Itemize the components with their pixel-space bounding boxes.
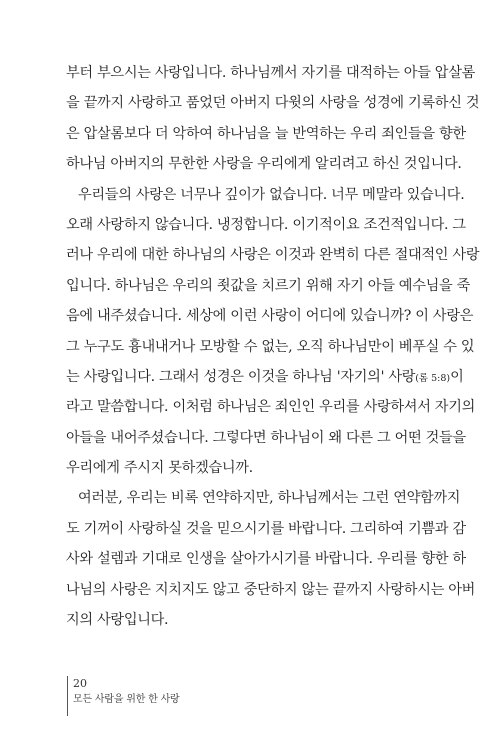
paragraph-1 [66, 58, 480, 180]
text-line: 은 압살롬보다 더 악하여 하나님을 늘 반역하는 우리 죄인들을 향한 [66, 125, 466, 142]
text-line: 도 기꺼이 사랑하실 것을 믿으시기를 바랍니다. 그리하여 기쁨과 감 [66, 520, 466, 537]
page-footer [67, 676, 180, 716]
text-line: 러나 우리에 대한 하나님의 사랑은 이것과 완벽히 다른 절대적인 사랑 [66, 247, 480, 264]
text-line: 나님의 사랑은 지치지도 않고 중단하지 않는 끝까지 사랑하시는 아버 [66, 581, 476, 598]
text-line: 하나님 아버지의 무한한 사랑을 우리에게 알리려고 하신 것입니다. [66, 156, 462, 173]
text-line: 지의 사랑입니다. [66, 612, 169, 629]
text-line: 오래 사랑하지 않습니다. 냉정합니다. 이기적이요 조건적입니다. 그 [66, 216, 466, 233]
text-line: 여러분, 우리는 비록 연약하지만, 하나님께서는 그런 연약함까지 [78, 490, 461, 507]
text-line: 사와 설렘과 기대로 인생을 살아가시기를 바랍니다. 우리를 향한 하 [66, 551, 466, 568]
text-line-with-reference [66, 362, 464, 392]
paragraph-2 [66, 180, 480, 484]
scripture-reference: (롬 5:8) [415, 372, 451, 384]
text-line: 입니다. 하나님은 우리의 죗값을 치르기 위해 자기 아들 예수님을 죽 [66, 277, 471, 294]
text-line: 그 누구도 흉내내거나 모방할 수 없는, 오직 하나님만이 베푸실 수 있 [66, 338, 475, 355]
text-span: 는 사랑입니다. 그래서 성경은 이것을 하나님 '자기의' 사랑 [66, 368, 416, 385]
text-line: 라고 말씀합니다. 이처럼 하나님은 죄인인 우리를 사랑하셔서 자기의 [66, 399, 476, 416]
book-title: 모든 사람을 위한 한 사랑 [73, 694, 180, 705]
text-line: 아들을 내어주셨습니다. 그렇다면 하나님이 왜 다른 그 어떤 것들을 [66, 429, 466, 446]
text-line: 우리에게 주시지 못하겠습니까. [66, 460, 253, 477]
text-line: 음에 내주셨습니다. 세상에 이런 사랑이 어디에 있습니까? 이 사랑은 [66, 308, 474, 325]
body-text [66, 58, 480, 635]
text-line: 부터 부으시는 사랑입니다. 하나님께서 자기를 대적하는 아들 압살롬 [66, 65, 476, 81]
text-line: 우리들의 사랑은 너무나 깊이가 없습니다. 너무 메말라 있습니다. [78, 186, 465, 203]
paragraph-3 [66, 483, 476, 635]
text-line: 을 끝까지 사랑하고 품었던 아버지 다윗의 사랑을 성경에 기록하신 것 [66, 95, 480, 112]
page-number: 20 [73, 677, 87, 690]
text-span: 이 [450, 368, 464, 385]
